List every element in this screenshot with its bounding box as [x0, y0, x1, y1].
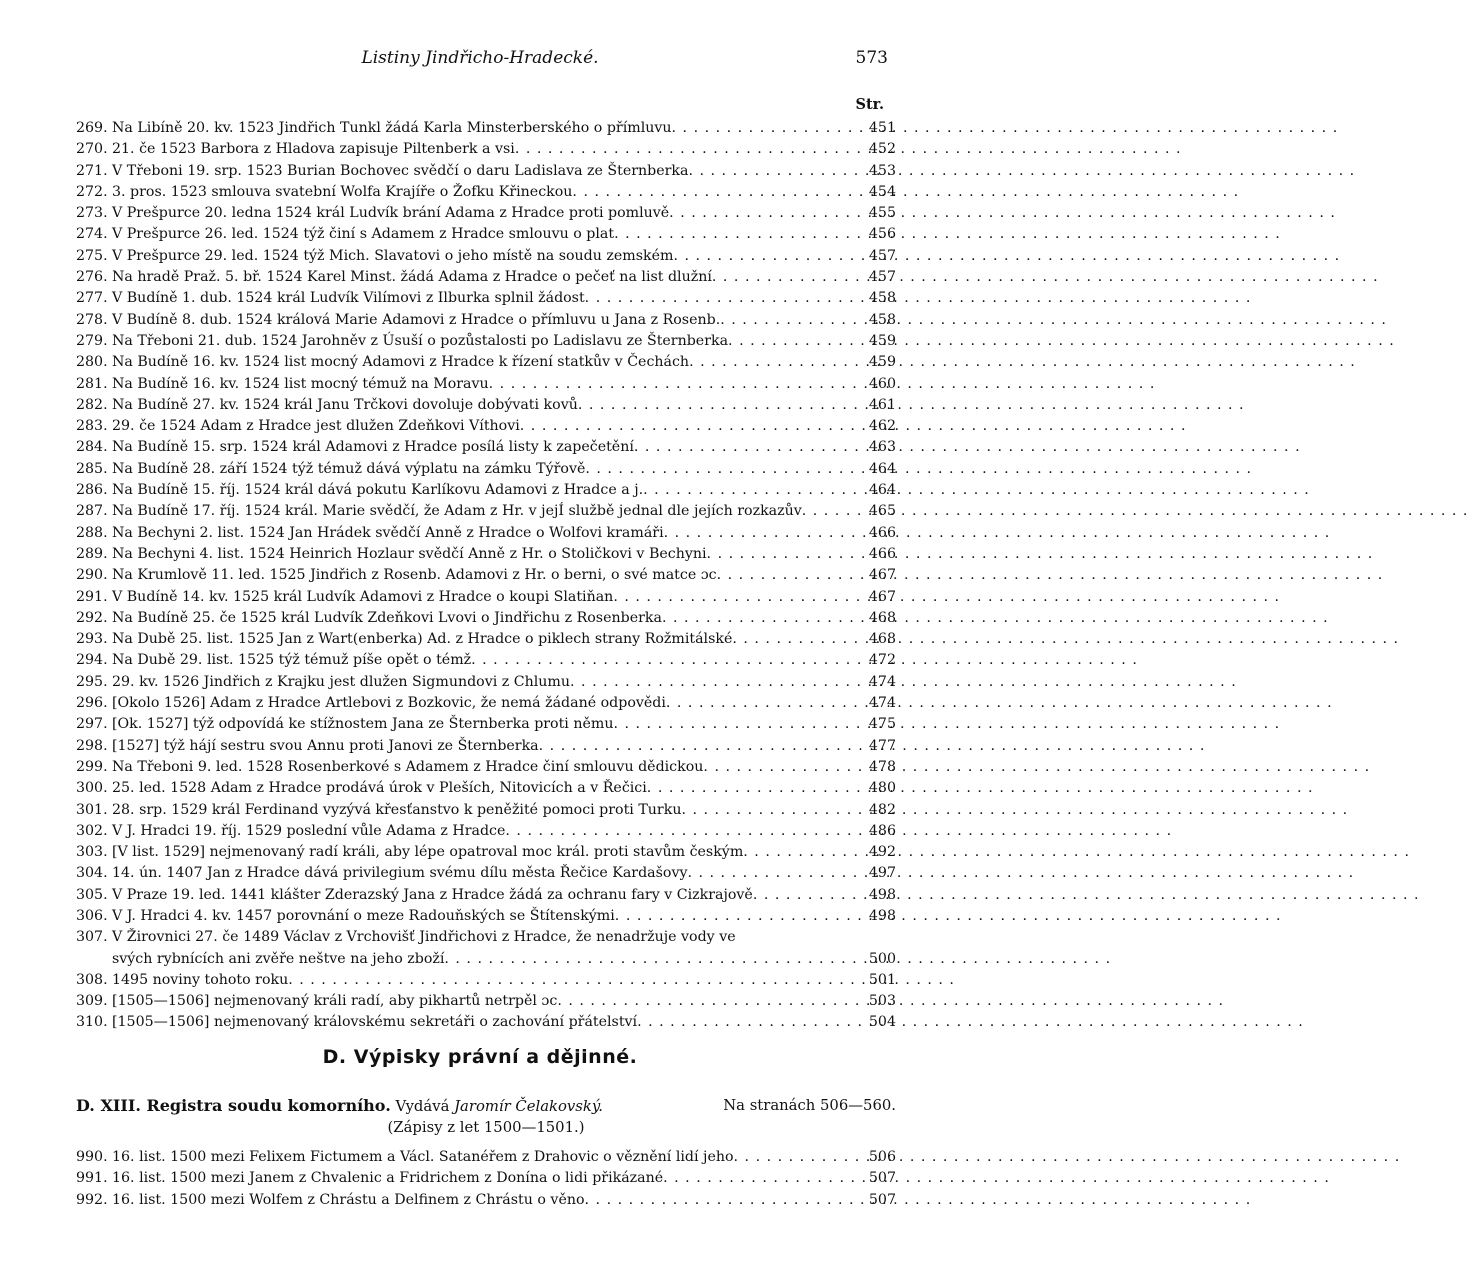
entry-text: 16. list. 1500 mezi Janem z Chvalenic a Fridrichem z Donína o lidi přikázané: [112, 1170, 664, 1187]
entry-number: 305.: [76, 886, 108, 903]
entry-page: 497: [868, 865, 896, 882]
entry-number: 308.: [76, 971, 108, 988]
list-item: [76, 310, 896, 331]
entry-text: V Budíně 1. dub. 1524 král Ludvík Vilímovi z Ilburka splnil žádost: [112, 290, 585, 307]
entry-text: Na Budíně 15. srp. 1524 král Adamovi z Hradce posílá listy k zapečetění: [112, 439, 634, 456]
entry-number: 290.: [76, 567, 108, 584]
entry-text: Na hradě Praž. 5. bř. 1524 Karel Minst. žádá Adama z Hradce o pečeť na list dlužní: [112, 269, 712, 286]
leader-dots: [689, 161, 866, 182]
entry-page: 467: [868, 567, 896, 584]
entry-list: [76, 118, 896, 1034]
entry-page: 477: [868, 737, 896, 754]
leader-dots: [489, 374, 866, 395]
leader-dots: [613, 714, 865, 735]
entry-page: 501: [868, 971, 896, 988]
entry-page: 459: [868, 332, 896, 349]
entry-page: 457: [868, 269, 896, 286]
entry-page: 486: [868, 822, 896, 839]
entry-page: 451: [868, 120, 896, 136]
entry-number: 302.: [76, 822, 108, 839]
list-item: [76, 757, 896, 778]
entry-number: 285.: [76, 460, 108, 477]
entry-text: Na Třeboni 9. led. 1528 Rosenberkové s Adamem z Hradce činí smlouvu dědickou: [112, 758, 704, 775]
entry-number: 298.: [76, 737, 108, 754]
leader-dots: [662, 608, 866, 629]
list-item: [76, 629, 896, 650]
list-item: [76, 459, 896, 480]
entry-page: 480: [868, 780, 896, 797]
entry-text: Na Bechyni 2. list. 1524 Jan Hrádek svědčí Anně z Hradce o Wolfovi kramáři: [112, 524, 664, 541]
entry-text-continued: svých rybnících ani zvěře neštve na jeho zboží: [112, 950, 445, 967]
entry-number: 277.: [76, 290, 108, 307]
leader-dots: [557, 991, 866, 1012]
list-item: [76, 501, 896, 522]
list-item: [76, 693, 896, 714]
leader-dots: [669, 203, 866, 224]
entry-text: 29. kv. 1526 Jindřich z Krajku jest dlužen Sigmundovi z Chlumu: [112, 673, 571, 690]
leader-dots: [615, 906, 866, 927]
leader-dots: [666, 693, 866, 714]
entry-text: V Třeboni 19. srp. 1523 Burian Bochovec svědčí o daru Ladislava ze Šternberka: [112, 162, 689, 179]
entry-text: 16. list. 1500 mezi Wolfem z Chrástu a Delfinem z Chrástu o věno: [112, 1191, 585, 1208]
entry-text: V Prešpurce 29. led. 1524 týž Mich. Slavatovi o jeho místě na soudu zemském: [112, 247, 674, 264]
leader-dots: [802, 501, 866, 522]
entry-page: 466: [868, 545, 896, 562]
leader-dots: [734, 1147, 866, 1168]
list-item: [76, 182, 896, 203]
entry-text: Na Budíně 16. kv. 1524 list mocný Adamovi z Hradce k řízení statkův v Čechách: [112, 354, 690, 371]
list-item: [76, 991, 896, 1012]
entry-text: [V list. 1529] nejmenovaný radí králi, aby lépe opatroval moc král. proti stavům českým: [112, 844, 744, 861]
entry-page: 506: [868, 1149, 896, 1165]
entry-page: 453: [868, 162, 896, 179]
list-item: [76, 480, 896, 501]
entry-page: 465: [868, 503, 896, 520]
list-item: [76, 118, 896, 139]
list-item: [76, 672, 896, 693]
entry-page: 459: [868, 354, 896, 371]
list-item: [76, 1012, 896, 1033]
leader-dots: [672, 118, 866, 139]
entry-text: 3. pros. 1523 smlouva svatební Wolfa Krajíře o Žofku Křineckou: [112, 183, 573, 200]
list-item: [76, 246, 896, 267]
entry-page: 461: [868, 396, 896, 413]
entry-number: 295.: [76, 673, 108, 690]
entry-number: 299.: [76, 758, 108, 775]
entry-page: 507: [868, 1170, 896, 1187]
entry-page: 464: [868, 460, 896, 477]
leader-dots: [743, 842, 866, 863]
leader-dots: [471, 650, 866, 671]
entry-page: 455: [868, 205, 896, 222]
entry-number: 990.: [76, 1149, 108, 1165]
entry-text: V Budíně 8. dub. 1524 králová Marie Adamovi z Hradce o přímluvu u Jana z Rosenb.: [112, 311, 721, 328]
entry-number: 276.: [76, 269, 108, 286]
leader-dots: [613, 587, 866, 608]
list-item: [76, 395, 896, 416]
list-item: [76, 608, 896, 629]
list-item: [76, 927, 896, 948]
entry-number: 992.: [76, 1191, 108, 1208]
list-item: [76, 1168, 896, 1189]
entry-text: V J. Hradci 19. říj. 1529 poslední vůle Adama z Hradce: [112, 822, 506, 839]
entry-number: 288.: [76, 524, 108, 541]
leader-dots: [634, 437, 866, 458]
leader-dots: [505, 821, 866, 842]
list-item: [76, 374, 896, 395]
entry-number: 271.: [76, 162, 108, 179]
section-heading: D. Výpisky právní a dějinné.: [322, 1046, 638, 1068]
entry-text: 1495 noviny tohoto roku: [112, 971, 289, 988]
entry-text: V J. Hradci 4. kv. 1457 porovnání o meze Radouňských se Štítenskými: [112, 907, 615, 924]
entry-text: Na Budíně 25. če 1525 král Ludvík Zdeňkovi Lvovi o Jindřichu z Rosenberka: [112, 609, 662, 626]
entry-list-2: [76, 1147, 896, 1211]
entry-number: 309.: [76, 993, 108, 1010]
entry-text: Na Krumlově 11. led. 1525 Jindřich z Rosenb. Adamovi z Hr. o berni, o své matce ɔc: [112, 567, 717, 584]
leader-dots: [720, 310, 866, 331]
list-item: [76, 416, 896, 437]
sub-heading: [76, 1095, 896, 1138]
entry-page: 463: [868, 439, 896, 456]
entry-text: V Praze 19. led. 1441 klášter Zderazský Jana z Hradce žádá za ochranu fary v Cizkrajově: [112, 886, 753, 903]
entry-number: 270.: [76, 141, 108, 158]
sub-heading-pages: Na stranách 506—560.: [723, 1097, 896, 1114]
entry-number: 307.: [76, 929, 108, 946]
entry-text: Na Budíně 16. kv. 1524 list mocný témuž na Moravu: [112, 375, 489, 392]
leader-dots: [637, 1012, 866, 1033]
list-item: [76, 352, 896, 373]
entry-text: 25. led. 1528 Adam z Hradce prodává úrok v Pleších, Nitovicích a v Řečici: [112, 780, 647, 797]
leader-dots: [689, 352, 866, 373]
leader-dots: [585, 1190, 866, 1211]
list-item: [76, 587, 896, 608]
list-item: [76, 139, 896, 160]
entry-text: Na Budíně 27. kv. 1524 král Janu Trčkovi dovoluje dobývati kovů: [112, 396, 578, 413]
list-item: [76, 885, 896, 906]
sub-heading-years: (Zápisy z let 1500—1501.): [387, 1119, 585, 1136]
entry-number: 292.: [76, 609, 108, 626]
list-item: [76, 523, 896, 544]
list-item: [76, 949, 896, 970]
leader-dots: [288, 970, 866, 991]
entry-number: 283.: [76, 418, 108, 435]
entry-page: 454: [868, 183, 896, 200]
page-number: 573: [855, 48, 888, 68]
entry-text: [1527] týž hájí sestru svou Annu proti Janovi ze Šternberka: [112, 737, 539, 754]
entry-number: 286.: [76, 482, 108, 499]
leader-dots: [578, 395, 866, 416]
entry-page: 458: [868, 311, 896, 328]
entry-number: 294.: [76, 652, 108, 669]
running-title: Listiny Jindřicho-Hradecké.: [361, 48, 599, 68]
list-item: [76, 203, 896, 224]
entry-number: 269.: [76, 120, 108, 136]
list-item: [76, 650, 896, 671]
list-item: [76, 970, 896, 991]
leader-dots: [647, 778, 866, 799]
sub-heading-title: D. XIII. Registra soudu komorního. Vydává Jaromír Čelakovský.: [76, 1096, 603, 1115]
entry-page: 504: [868, 1014, 896, 1031]
leader-dots: [732, 629, 866, 650]
leader-dots: [585, 288, 866, 309]
list-item: [76, 778, 896, 799]
entry-text: 14. ún. 1407 Jan z Hradce dává privilegium svému dílu města Řečice Kardašovy: [112, 865, 688, 882]
entry-text: V Prešpurce 20. ledna 1524 král Ludvík brání Adama z Hradce proti pomluvě: [112, 205, 670, 222]
list-item: [76, 736, 896, 757]
leader-dots: [712, 267, 866, 288]
entry-page: 458: [868, 290, 896, 307]
entry-text: Na Dubě 29. list. 1525 týž témuž píše opět o témž: [112, 652, 472, 669]
leader-dots: [753, 885, 866, 906]
entry-text: [1505—1506] nejmenovaný královskému sekretáři o zachování přátelství: [112, 1014, 638, 1031]
entry-page: 452: [868, 141, 896, 158]
entry-number: 284.: [76, 439, 108, 456]
list-item: [76, 565, 896, 586]
entry-number: 301.: [76, 801, 108, 818]
entry-number: 278.: [76, 311, 108, 328]
leader-dots: [444, 949, 866, 970]
entry-text: Na Dubě 25. list. 1525 Jan z Wart(enberka) Ad. z Hradce o piklech strany Rožmitálské: [112, 631, 733, 648]
entry-number: 279.: [76, 332, 108, 349]
entry-page: 498: [868, 886, 896, 903]
entry-number: 291.: [76, 588, 108, 605]
entry-text: Na Budíně 15. říj. 1524 král dává pokutu Karlíkovu Adamovi z Hradce a j.: [112, 482, 644, 499]
list-item: [76, 863, 896, 884]
list-item: [76, 1190, 896, 1211]
leader-dots: [673, 246, 865, 267]
entry-page: 492: [868, 844, 896, 861]
entry-page: 478: [868, 758, 896, 775]
list-item: [76, 437, 896, 458]
entry-text: V Budíně 14. kv. 1525 král Ludvík Adamovi z Hradce o koupi Slatiňan: [112, 588, 614, 605]
leader-dots: [539, 736, 866, 757]
entry-number: 274.: [76, 226, 108, 243]
entry-number: 272.: [76, 183, 108, 200]
list-item: [76, 161, 896, 182]
entry-page: 456: [868, 226, 896, 243]
list-item: [76, 800, 896, 821]
entry-page: 466: [868, 524, 896, 541]
leader-dots: [585, 459, 866, 480]
entry-number: 991.: [76, 1170, 108, 1187]
entry-page: 468: [868, 609, 896, 626]
entry-number: 275.: [76, 247, 108, 264]
entry-page: 474: [868, 673, 896, 690]
leader-dots: [707, 544, 866, 565]
entry-number: 304.: [76, 865, 108, 882]
entry-number: 280.: [76, 354, 108, 371]
leader-dots: [515, 139, 866, 160]
entry-page: 500: [868, 950, 896, 967]
entry-number: 306.: [76, 907, 108, 924]
entry-page: 467: [868, 588, 896, 605]
entry-page: 462: [868, 418, 896, 435]
leader-dots: [570, 672, 866, 693]
entry-text: Na Libíně 20. kv. 1523 Jindřich Tunkl žádá Karla Minsterberského o přímluvu: [112, 120, 672, 136]
entry-page: 474: [868, 695, 896, 712]
list-item: [76, 544, 896, 565]
leader-dots: [664, 523, 866, 544]
entry-page: 475: [868, 716, 896, 733]
entry-page: 468: [868, 631, 896, 648]
leader-dots: [703, 757, 865, 778]
entry-text: Na Budíně 28. září 1524 týž témuž dává výplatu na zámku Týřově: [112, 460, 586, 477]
list-item: [76, 267, 896, 288]
leader-dots: [663, 1168, 866, 1189]
entry-page: 457: [868, 247, 896, 264]
entry-number: 289.: [76, 545, 108, 562]
entry-number: 293.: [76, 631, 108, 648]
entry-number: 303.: [76, 844, 108, 861]
entry-page: 498: [868, 907, 896, 924]
entry-text: 29. če 1524 Adam z Hradce jest dlužen Zdeňkovi Víthovi: [112, 418, 520, 435]
entry-number: 296.: [76, 695, 108, 712]
list-item: [76, 842, 896, 863]
entry-number: 287.: [76, 503, 108, 520]
entry-page: 503: [868, 993, 896, 1010]
entry-page: 482: [868, 801, 896, 818]
entry-number: 281.: [76, 375, 108, 392]
entry-page: 464: [868, 482, 896, 499]
entry-text: V Prešpurce 26. led. 1524 týž činí s Adamem z Hradce smlouvu o plat: [112, 226, 615, 243]
page-column-label: Str.: [855, 96, 884, 113]
leader-dots: [520, 416, 866, 437]
leader-dots: [681, 800, 865, 821]
list-item: [76, 331, 896, 352]
entry-number: 300.: [76, 780, 108, 797]
list-item: [76, 906, 896, 927]
list-item: [76, 821, 896, 842]
entry-page: 460: [868, 375, 896, 392]
entry-number: 310.: [76, 1014, 108, 1031]
entry-text: Na Bechyni 4. list. 1524 Heinrich Hozlaur svědčí Anně z Hr. o Stoličkovi v Bechyni: [112, 545, 707, 562]
entry-text: [1505—1506] nejmenovaný králi radí, aby pikhartů netrpěl ɔc: [112, 993, 558, 1010]
list-item: [76, 224, 896, 245]
entry-text: [Ok. 1527] týž odpovídá ke stížnostem Jana ze Šternberka proti němu: [112, 716, 614, 733]
entry-page: 507: [868, 1191, 896, 1208]
list-item: [76, 714, 896, 735]
entry-text: [Okolo 1526] Adam z Hradce Artlebovi z Bozkovic, že nemá žádané odpovědi: [112, 695, 666, 712]
entry-text: Na Budíně 17. říj. 1524 král. Marie svědčí, že Adam z Hr. v jejÍ službě jednal dle jejích rozkazův: [112, 503, 802, 520]
leader-dots: [728, 331, 866, 352]
entry-text: Na Třeboni 21. dub. 1524 Jarohněv z Úsuší o pozůstalosti po Ladislavu ze Šternberka: [112, 332, 729, 349]
leader-dots: [717, 565, 866, 586]
leader-dots: [614, 224, 866, 245]
entry-text: V Žirovnici 27. če 1489 Václav z Vrchovišť Jindřichovi z Hradce, že nenadržuje vody ve: [112, 929, 736, 946]
leader-dots: [687, 863, 865, 884]
leader-dots: [643, 480, 866, 501]
entry-text: 21. če 1523 Barbora z Hladova zapisuje Piltenberk a vsi: [112, 141, 515, 158]
entry-text: 28. srp. 1529 král Ferdinand vyzývá křesťanstvo k peněžité pomoci proti Turku: [112, 801, 682, 818]
entry-number: 282.: [76, 396, 108, 413]
list-item: [76, 288, 896, 309]
entry-page: 472: [868, 652, 896, 669]
entry-text: 16. list. 1500 mezi Felixem Fictumem a Václ. Satanéřem z Drahovic o věznění lidí jeho: [112, 1149, 734, 1165]
entry-number: 297.: [76, 716, 108, 733]
entry-number: 273.: [76, 205, 108, 222]
leader-dots: [572, 182, 865, 203]
list-item: [76, 1147, 896, 1168]
